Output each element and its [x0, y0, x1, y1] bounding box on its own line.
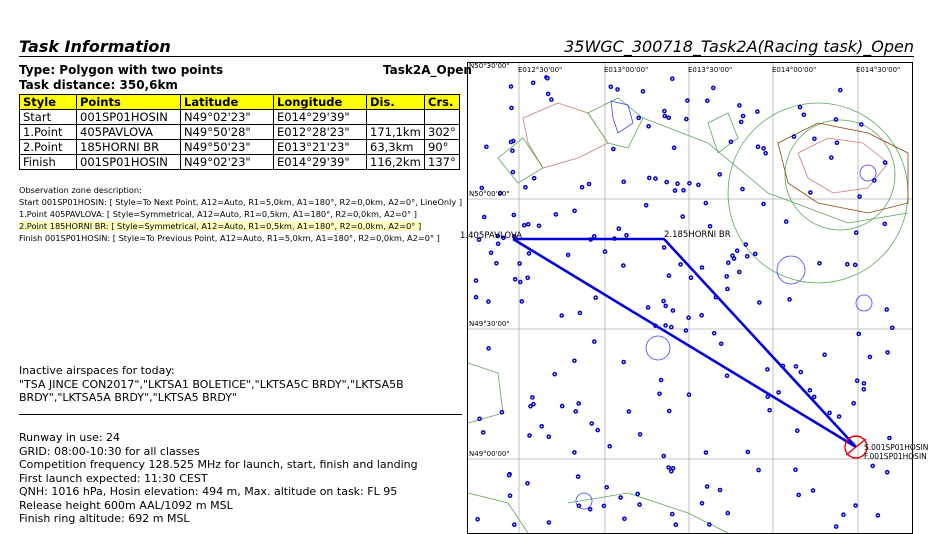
- col-header-course: Crs.: [425, 95, 460, 110]
- waypoint-marker-center: [673, 147, 675, 149]
- waypoint-marker-center: [664, 110, 666, 112]
- waypoint-marker-center: [668, 275, 670, 277]
- waypoint-marker-center: [533, 177, 535, 179]
- waypoint-marker-center: [514, 278, 516, 280]
- waypoint-marker-center: [663, 455, 665, 457]
- waypoint-marker-center: [624, 518, 626, 520]
- waypoint-marker-center: [758, 469, 760, 471]
- lon-label: E014°30'00": [856, 66, 901, 74]
- turnpoint-table: [19, 94, 460, 170]
- cell-course: [425, 110, 460, 125]
- table-header-row: [20, 95, 460, 110]
- waypoint-marker-center: [606, 487, 608, 489]
- waypoint-marker-center: [555, 214, 557, 216]
- tp-label-start: S.001SP01HOSIN: [864, 443, 929, 452]
- waypoint-marker-center: [789, 299, 791, 301]
- task-route-line: [513, 239, 856, 447]
- cell-distance: [367, 110, 425, 125]
- waypoint-marker-center: [861, 124, 863, 126]
- waypoint-marker-center: [747, 451, 749, 453]
- waypoint-marker-center: [533, 403, 535, 405]
- waypoint-marker-center: [523, 225, 525, 227]
- waypoint-marker-center: [767, 369, 769, 371]
- waypoint-marker-center: [532, 82, 534, 84]
- waypoint-marker-center: [732, 255, 734, 257]
- waypoint-marker-center: [713, 87, 715, 89]
- map-grid: [468, 63, 912, 533]
- waypoint-marker-center: [706, 486, 708, 488]
- waypoint-marker-center: [610, 86, 612, 88]
- waypoint-marker-center: [892, 327, 894, 329]
- waypoint-marker-center: [519, 281, 521, 283]
- task-type: Type: Polygon with two points: [19, 63, 224, 77]
- waypoint-marker-center: [488, 348, 490, 350]
- col-header-distance: Dis.: [367, 95, 425, 110]
- waypoint-marker-center: [671, 513, 673, 515]
- info-frequency: Competition frequency 128.525 MHz for launch, start, finish and landing: [19, 458, 418, 471]
- cell-style: 2.Point: [20, 140, 77, 155]
- oz-line-finish: Finish 001SP01HOSIN: [ Style=To Previous Point, A12=Auto, R1=5,0km, A1=180°, R2=0,0km, A2=0° ]: [19, 233, 440, 243]
- cell-style: 1.Point: [20, 125, 77, 140]
- waypoint-marker-center: [668, 410, 670, 412]
- waypoint-marker-center: [513, 214, 515, 216]
- waypoint-marker-center: [527, 223, 529, 225]
- col-header-points: Points: [77, 95, 181, 110]
- waypoint-marker-center: [579, 312, 581, 314]
- waypoint-marker-center: [581, 186, 583, 188]
- waypoint-marker-center: [884, 162, 886, 164]
- waypoint-marker-center: [574, 452, 576, 454]
- waypoint-marker-center: [501, 411, 503, 413]
- waypoint-marker-center: [810, 192, 812, 194]
- cell-point: 001SP01HOSIN: [77, 110, 181, 125]
- waypoint-marker-center: [672, 78, 674, 80]
- waypoint-marker-center: [754, 253, 756, 255]
- waypoint-marker-center: [799, 106, 801, 108]
- waypoint-marker-center: [497, 243, 499, 245]
- cell-latitude: N49°02'23": [181, 110, 274, 125]
- waypoint-marker-center: [668, 117, 670, 119]
- task-map[interactable]: [460, 62, 929, 534]
- waypoint-marker-center: [728, 262, 730, 264]
- waypoint-marker-center: [689, 183, 691, 185]
- waypoint-marker-center: [620, 497, 622, 499]
- waypoint-marker-center: [483, 216, 485, 218]
- waypoint-marker-center: [856, 380, 858, 382]
- waypoint-marker-center: [645, 205, 647, 207]
- cell-style: Start: [20, 110, 77, 125]
- waypoint-marker-center: [767, 396, 769, 398]
- col-header-longitude: Longitude: [274, 95, 367, 110]
- waypoints: [474, 75, 895, 529]
- waypoint-marker-center: [719, 174, 721, 176]
- waypoint-marker-center: [628, 411, 630, 413]
- waypoint-marker-center: [561, 315, 563, 317]
- waypoint-marker-center: [874, 180, 876, 182]
- task-name: Task2A_Open: [383, 63, 472, 77]
- waypoint-marker-center: [838, 416, 840, 418]
- waypoint-marker-center: [519, 263, 521, 265]
- task-distance: Task distance: 350,6km: [19, 78, 178, 92]
- waypoint-marker-center: [538, 225, 540, 227]
- waypoint-marker-center: [512, 150, 514, 152]
- waypoint-marker-center: [486, 146, 488, 148]
- waypoint-marker-center: [836, 142, 838, 144]
- waypoint-marker-center: [577, 476, 579, 478]
- cell-course: 302°: [425, 125, 460, 140]
- waypoint-marker-center: [637, 493, 639, 495]
- waypoint-marker-center: [481, 187, 483, 189]
- waypoint-marker-center: [742, 115, 744, 117]
- waypoint-marker-center: [613, 148, 615, 150]
- waypoint-marker-center: [521, 301, 523, 303]
- waypoint-marker-center: [649, 177, 651, 179]
- waypoint-marker-center: [511, 107, 513, 109]
- oz-line-point1: 1.Point 405PAVLOVA: [ Style=Symmetrical, A12=Auto, R1=0,5km, A1=180°, R2=0,0km, A2=0° ]: [19, 209, 417, 219]
- waypoint-marker-center: [593, 236, 595, 238]
- waypoint-marker-center: [688, 394, 690, 396]
- info-finish-ring: Finish ring altitude: 692 m MSL: [19, 512, 190, 525]
- lat-label: N49°30'00": [469, 320, 510, 328]
- waypoint-marker-center: [617, 89, 619, 91]
- waypoint-marker-center: [757, 146, 759, 148]
- cell-point: 185HORNI BR: [77, 140, 181, 155]
- waypoint-marker-center: [740, 121, 742, 123]
- waypoint-marker-center: [525, 187, 527, 189]
- waypoint-marker-center: [623, 361, 625, 363]
- waypoint-marker-center: [720, 343, 722, 345]
- waypoint-marker-center: [701, 315, 703, 317]
- waypoint-marker-center: [642, 91, 644, 93]
- table-row: [20, 140, 460, 155]
- waypoint-marker-center: [698, 184, 700, 186]
- waypoint-marker-center: [778, 392, 780, 394]
- waypoint-marker-center: [527, 277, 529, 279]
- waypoint-marker-center: [707, 100, 709, 102]
- waypoint-marker-center: [739, 105, 741, 107]
- waypoint-marker-center: [623, 181, 625, 183]
- waypoint-marker-center: [578, 403, 580, 405]
- col-header-style: Style: [20, 95, 77, 110]
- waypoint-marker-center: [475, 296, 477, 298]
- waypoint-marker-center: [765, 152, 767, 154]
- lon-label: E013°00'00": [604, 66, 649, 74]
- waypoint-marker-center: [701, 267, 703, 269]
- waypoint-marker-center: [663, 300, 665, 302]
- waypoint-marker-center: [869, 356, 871, 358]
- waypoint-marker-center: [529, 435, 531, 437]
- info-grid: GRID: 08:00-10:30 for all classes: [19, 444, 200, 458]
- tp-label-horni-br: 2.185HORNI BR: [664, 230, 731, 240]
- col-header-latitude: Latitude: [181, 95, 274, 110]
- waypoint-marker-center: [726, 276, 728, 278]
- waypoint-marker-center: [763, 148, 765, 150]
- waypoint-marker-center: [647, 307, 649, 309]
- waypoint-marker-center: [683, 190, 685, 192]
- oz-line-start: Start 001SP01HOSIN: [ Style=To Next Point, A12=Auto, R1=5,0km, A1=180°, R2=0,0km, A2=0°, LineOnly ]: [19, 197, 463, 207]
- waypoint-marker-center: [803, 114, 805, 116]
- inactive-airspaces: [19, 364, 459, 405]
- waypoint-marker-center: [541, 426, 543, 428]
- waypoint-marker-center: [687, 100, 689, 102]
- waypoint-marker-center: [575, 411, 577, 413]
- inactive-airspaces-list: "TSA JINCE CON2017","LKTSA1 BOLETICE","LKTSA5C BRDY","LKTSA5B BRDY","LKTSA5A BRDY","LKTSA5 BRDY": [19, 377, 404, 404]
- info-qnh: QNH: 1016 hPa, Hosin elevation: 494 m, Max. altitude on task: FL 95: [19, 485, 398, 498]
- waypoint-marker-center: [855, 232, 857, 234]
- waypoint-marker-center: [814, 138, 816, 140]
- waypoint-marker-center: [853, 403, 855, 405]
- task-file-name: 35WGC_300718_Task2A(Racing task)_Open: [564, 37, 914, 56]
- waypoint-marker-center: [547, 78, 549, 80]
- waypoint-marker-center: [512, 171, 514, 173]
- waypoint-marker-center: [674, 190, 676, 192]
- table-row: [20, 155, 460, 170]
- page-title: Task Information: [19, 37, 171, 56]
- waypoint-marker-center: [745, 244, 747, 246]
- waypoint-marker-center: [508, 474, 510, 476]
- lat-label: N50°00'00": [469, 190, 510, 198]
- cell-longitude: E014°29'39": [274, 110, 367, 125]
- cell-course: 137°: [425, 155, 460, 170]
- lon-label: E014°00'00": [772, 66, 817, 74]
- table-row: [20, 110, 460, 125]
- waypoint-marker-center: [510, 141, 512, 143]
- cell-longitude: E014°29'39": [274, 155, 367, 170]
- waypoint-marker-center: [665, 305, 667, 307]
- waypoint-marker-center: [482, 432, 484, 434]
- waypoint-marker-center: [795, 366, 797, 368]
- info-first-launch: First launch expected: 11:30 CEST: [19, 471, 208, 485]
- waypoint-marker-center: [887, 352, 889, 354]
- cell-longitude: E012°28'23": [274, 125, 367, 140]
- waypoint-marker-center: [561, 405, 563, 407]
- cell-latitude: N49°50'28": [181, 125, 274, 140]
- waypoint-marker-center: [759, 302, 761, 304]
- tp-label-pavlova: 1.405PAVLOVA: [460, 231, 523, 241]
- waypoint-marker-center: [739, 271, 741, 273]
- waypoint-marker-center: [665, 325, 667, 327]
- waypoint-marker-center: [671, 326, 673, 328]
- waypoint-marker-center: [604, 251, 606, 253]
- waypoint-marker-center: [858, 333, 860, 335]
- waypoint-marker-center: [509, 495, 511, 497]
- waypoint-marker-center: [886, 309, 888, 311]
- waypoint-marker-center: [819, 263, 821, 265]
- waypoint-marker-center: [840, 89, 842, 91]
- waypoint-marker-center: [831, 157, 833, 159]
- waypoint-marker-center: [690, 277, 692, 279]
- map-canvas: [460, 62, 929, 533]
- lon-label: E012°30'00": [518, 66, 563, 74]
- waypoint-marker-center: [835, 119, 837, 121]
- waypoint-marker-center: [763, 203, 765, 205]
- waypoint-marker-center: [705, 452, 707, 454]
- cell-distance: 171,1km: [367, 125, 425, 140]
- waypoint-marker-center: [746, 255, 748, 257]
- waypoint-marker-center: [800, 371, 802, 373]
- waypoint-marker-center: [705, 202, 707, 204]
- waypoint-marker-center: [530, 406, 532, 408]
- waypoint-marker-center: [713, 333, 715, 335]
- cell-latitude: N49°02'23": [181, 155, 274, 170]
- waypoint-marker-center: [527, 483, 529, 485]
- waypoint-marker-center: [514, 524, 516, 526]
- waypoint-marker-center: [672, 310, 674, 312]
- waypoint-marker-center: [672, 468, 674, 470]
- waypoint-marker-center: [660, 379, 662, 381]
- waypoint-marker-center: [589, 509, 591, 511]
- waypoint-marker-center: [677, 183, 679, 185]
- waypoint-marker-center: [843, 514, 845, 516]
- waypoint-marker-center: [813, 396, 815, 398]
- waypoint-marker-center: [639, 434, 641, 436]
- waypoint-marker-center: [812, 490, 814, 492]
- waypoint-marker-center: [727, 288, 729, 290]
- waypoint-marker-center: [795, 469, 797, 471]
- waypoint-marker-center: [639, 504, 641, 506]
- cell-latitude: N49°50'23": [181, 140, 274, 155]
- waypoint-marker-center: [479, 418, 481, 420]
- waypoint-marker-center: [574, 360, 576, 362]
- waypoint-marker-center: [638, 117, 640, 119]
- waypoint-marker-center: [475, 280, 477, 282]
- waypoint-marker-center: [798, 494, 800, 496]
- waypoint-marker-center: [567, 254, 569, 256]
- waypoint-marker-center: [886, 471, 888, 473]
- waypoint-marker-center: [595, 297, 597, 299]
- waypoint-marker-center: [877, 515, 879, 517]
- waypoint-marker-center: [663, 247, 665, 249]
- waypoint-marker-center: [733, 258, 735, 260]
- table-row: [20, 125, 460, 140]
- waypoint-marker-center: [682, 216, 684, 218]
- waypoint-marker-center: [726, 375, 728, 377]
- waypoint-marker-center: [785, 221, 787, 223]
- cell-point: 405PAVLOVA: [77, 125, 181, 140]
- lon-label: E013°30'00": [688, 66, 733, 74]
- cell-course: 90°: [425, 140, 460, 155]
- waypoint-marker-center: [863, 383, 865, 385]
- section-divider: [19, 414, 462, 415]
- waypoint-marker-center: [574, 210, 576, 212]
- waypoint-marker-center: [797, 430, 799, 432]
- oz-line-point2: 2.Point 185HORNI BR: [ Style=Symmetrical, A12=Auto, R1=0,5km, A1=180°, R2=0,0km, A2=0° ]: [19, 221, 422, 231]
- waypoint-marker-center: [659, 393, 661, 395]
- waypoint-marker-center: [618, 228, 620, 230]
- waypoint-marker-center: [847, 263, 849, 265]
- waypoint-marker-center: [551, 99, 553, 101]
- waypoint-marker-center: [727, 512, 729, 514]
- waypoint-marker-center: [872, 465, 874, 467]
- waypoint-marker-center: [680, 264, 682, 266]
- oz-description-title: Observation zone description:: [19, 185, 142, 195]
- waypoint-marker-center: [648, 126, 650, 128]
- cell-distance: 116,2km: [367, 155, 425, 170]
- header-divider: [19, 56, 914, 57]
- waypoint-marker-center: [686, 118, 688, 120]
- cell-style: Finish: [20, 155, 77, 170]
- waypoint-marker-center: [859, 196, 861, 198]
- waypoint-marker-center: [588, 183, 590, 185]
- waypoint-marker-center: [591, 423, 593, 425]
- waypoint-marker-center: [671, 471, 673, 473]
- waypoint-marker-center: [477, 519, 479, 521]
- waypoint-marker-center: [603, 505, 605, 507]
- waypoint-marker-center: [510, 86, 512, 88]
- waypoint-marker-center: [666, 181, 668, 183]
- waypoint-marker-center: [742, 188, 744, 190]
- waypoint-marker-center: [824, 354, 826, 356]
- waypoint-marker-center: [889, 437, 891, 439]
- waypoint-marker-center: [578, 505, 580, 507]
- waypoint-marker-center: [709, 226, 711, 228]
- waypoint-marker-center: [488, 301, 490, 303]
- waypoint-marker-center: [655, 178, 657, 180]
- briefing-info: [19, 431, 418, 526]
- waypoint-marker-center: [496, 263, 498, 265]
- cell-longitude: E013°21'23": [274, 140, 367, 155]
- inactive-airspaces-title: Inactive airspaces for today:: [19, 364, 175, 377]
- waypoint-marker-center: [554, 373, 556, 375]
- waypoint-marker-center: [547, 93, 549, 95]
- info-release-height: Release height 600m AAL/1092 m MSL: [19, 498, 233, 512]
- tp-label-finish: F.001SP01HOSIN: [864, 452, 927, 461]
- waypoint-marker-center: [701, 503, 703, 505]
- waypoint-marker-center: [730, 141, 732, 143]
- cell-distance: 63,3km: [367, 140, 425, 155]
- waypoint-marker-center: [884, 223, 886, 225]
- waypoint-marker-center: [736, 250, 738, 252]
- waypoint-marker-center: [709, 524, 711, 526]
- waypoint-marker-center: [793, 136, 795, 138]
- waypoint-marker-center: [490, 252, 492, 254]
- waypoint-marker-center: [548, 522, 550, 524]
- waypoint-marker-center: [609, 446, 611, 448]
- waypoint-marker-center: [675, 524, 677, 526]
- waypoint-marker-center: [626, 234, 628, 236]
- lat-label: N49°00'00": [469, 450, 510, 458]
- waypoint-marker-center: [668, 467, 670, 469]
- waypoint-marker-center: [528, 253, 530, 255]
- waypoint-marker-center: [532, 397, 534, 399]
- cell-point: 001SP01HOSIN: [77, 155, 181, 170]
- waypoint-marker-center: [548, 436, 550, 438]
- waypoint-marker-center: [685, 330, 687, 332]
- waypoint-marker-center: [855, 505, 857, 507]
- waypoint-marker-center: [835, 526, 837, 528]
- waypoint-marker-center: [623, 265, 625, 267]
- waypoint-marker-center: [769, 409, 771, 411]
- lat-label-top: N50°30'00": [469, 62, 510, 70]
- waypoint-marker-center: [664, 115, 666, 117]
- waypoint-marker-center: [594, 341, 596, 343]
- info-runway: Runway in use: 24: [19, 431, 121, 444]
- waypoint-marker-center: [829, 412, 831, 414]
- waypoint-marker-center: [809, 390, 811, 392]
- waypoint-marker-center: [688, 317, 690, 319]
- waypoint-marker-center: [757, 111, 759, 113]
- waypoint-marker-center: [854, 264, 856, 266]
- waypoint-marker-center: [719, 489, 721, 491]
- waypoint-marker-center: [597, 429, 599, 431]
- waypoint-marker-center: [863, 389, 865, 391]
